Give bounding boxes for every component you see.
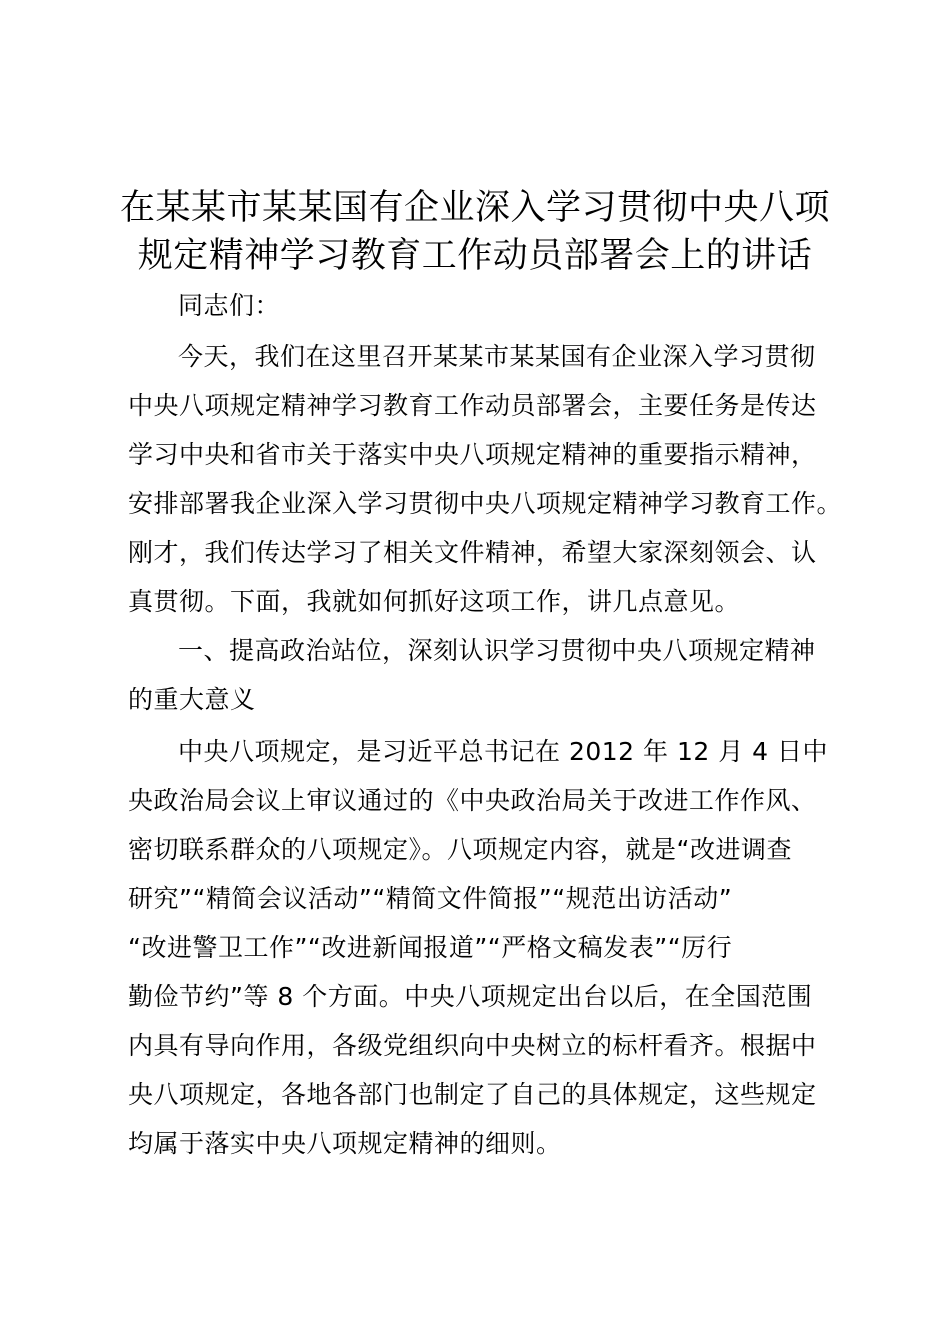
paragraph-line: 今天，我们在这里召开某某市某某国有企业深入学习贯彻 bbox=[178, 342, 816, 371]
paragraph-line: 真贯彻。下面，我就如何抓好这项工作，讲几点意见。 bbox=[128, 587, 741, 616]
paragraph-line: 中央八项规定精神学习教育工作动员部署会，主要任务是传达 bbox=[128, 391, 817, 420]
document-title-line-2: 规定精神学习教育工作动员部署会上的讲话 bbox=[137, 236, 813, 276]
paragraph-line: “改进警卫工作”“改进新闻报道”“严格文稿发表”“厉行 bbox=[128, 933, 733, 962]
paragraph-line: 密切联系群众的八项规定》。八项规定内容，就是“改进调查 bbox=[128, 835, 792, 864]
paragraph-line: 央政治局会议上审议通过的《中央政治局关于改进工作作风、 bbox=[128, 786, 817, 815]
paragraph-line: 勤俭节约”等 8 个方面。中央八项规定出台以后，在全国范围 bbox=[128, 982, 813, 1011]
paragraph-line: 内具有导向作用，各级党组织向中央树立的标杆看齐。根据中 bbox=[128, 1031, 817, 1060]
paragraph-line: 均属于落实中央八项规定精神的细则。 bbox=[128, 1129, 562, 1158]
document-title-line-1: 在某某市某某国有企业深入学习贯彻中央八项 bbox=[119, 188, 830, 228]
paragraph-line: 研究”“精简会议活动”“精简文件简报”“规范出访活动” bbox=[128, 884, 733, 913]
paragraph-line: 中央八项规定，是习近平总书记在 2012 年 12 月 4 日中 bbox=[178, 737, 829, 766]
section-heading-line: 的重大意义 bbox=[128, 685, 256, 714]
paragraph-line: 刚才，我们传达学习了相关文件精神，希望大家深刻领会、认 bbox=[128, 538, 817, 567]
section-heading-line: 一、提高政治站位，深刻认识学习贯彻中央八项规定精神 bbox=[178, 636, 816, 665]
paragraph-line: 央八项规定，各地各部门也制定了自己的具体规定，这些规定 bbox=[128, 1080, 817, 1109]
paragraph-line: 学习中央和省市关于落实中央八项规定精神的重要指示精神， bbox=[128, 440, 817, 469]
paragraph-line: 安排部署我企业深入学习贯彻中央八项规定精神学习教育工作。 bbox=[128, 489, 843, 518]
salutation: 同志们： bbox=[178, 291, 281, 320]
